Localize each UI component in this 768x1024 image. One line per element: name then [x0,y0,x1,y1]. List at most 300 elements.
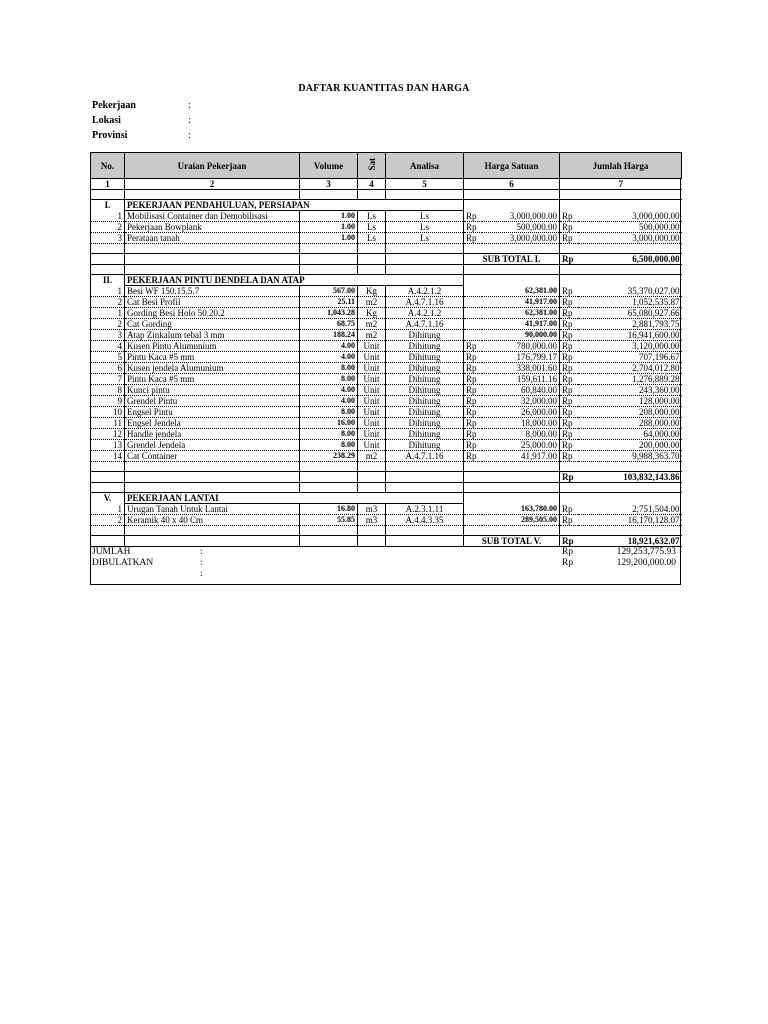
item-number: 2 [91,297,125,308]
item-price-currency [464,308,482,319]
item-total: 35,370,027.00 [578,286,682,297]
empty-cell [125,472,300,483]
item-number: 11 [91,418,125,429]
item-analysis: A.4.7.1.16 [386,451,464,462]
item-number: 3 [91,330,125,341]
meta-colon: : [188,100,191,111]
item-volume: 8.00 [300,407,358,418]
item-total-currency: Rp [560,451,578,462]
item-total: 16,170,128.07 [578,515,682,526]
section-title: PEKERJAAN PINTU DENDELA DAN ATAP [125,275,464,286]
item-unit: m2 [358,330,386,341]
item-unit: Unit [358,352,386,363]
item-total-currency: Rp [560,211,578,222]
item-total: 3,120,000.00 [578,341,682,352]
item-analysis: A.4.4.3.35 [386,515,464,526]
item-price-currency: Rp [464,407,482,418]
item-price-currency: Rp [464,352,482,363]
empty-cell [358,265,386,275]
item-unit-price: 338,001.60 [482,363,560,374]
empty-cell [560,190,578,200]
empty-cell [91,472,125,483]
item-description: Atap Zinkalum tebal 3 mm [125,330,300,341]
empty-cell [91,462,125,472]
item-total-currency: Rp [560,222,578,233]
item-description: Urugan Tanah Untuk Lantai [125,504,300,515]
item-unit-price: 163,780.00 [482,504,560,515]
item-description: Handle jendela [125,429,300,440]
item-total-currency: Rp [560,374,578,385]
item-total: 707,196.67 [578,352,682,363]
item-analysis: Dihitung [386,418,464,429]
item-volume: 8.00 [300,440,358,451]
item-total-currency: Rp [560,363,578,374]
item-description: Kusen jendela Alumunium [125,363,300,374]
item-unit-price: 62,381.00 [482,286,560,297]
item-unit: Unit [358,418,386,429]
table-row [91,363,682,374]
empty-cell [482,265,560,275]
item-number: 2 [91,222,125,233]
table-row [91,233,682,244]
spacer-row [91,483,682,493]
header-jumlah: Jumlah Harga [560,153,682,179]
empty-cell [464,483,482,493]
table-row [91,286,682,297]
item-volume: 68.75 [300,319,358,330]
item-unit: m3 [358,515,386,526]
spacer-row [91,244,682,254]
section-number: II. [91,275,125,286]
item-price-currency [464,286,482,297]
summary-colon: : [200,569,203,579]
item-price-currency [464,330,482,341]
empty-cell [560,526,578,536]
empty-cell [125,462,300,472]
item-total-currency: Rp [560,319,578,330]
item-unit: m2 [358,319,386,330]
item-unit: Kg [358,286,386,297]
item-description: Keramik 40 x 40 Cm [125,515,300,526]
subtotal-currency: Rp [560,472,578,483]
empty-cell [482,493,560,504]
item-analysis: A.4.7.1.16 [386,297,464,308]
empty-cell [125,244,300,254]
item-price-currency: Rp [464,440,482,451]
item-total: 16,941,600.00 [578,330,682,341]
item-description: Gording Besi Holo 50.20.2 [125,308,300,319]
item-total-currency: Rp [560,418,578,429]
header-analisa: Analisa [386,153,464,179]
item-price-currency: Rp [464,374,482,385]
empty-cell [358,462,386,472]
item-unit-price: 41,917.00 [482,297,560,308]
table-row [91,515,682,526]
empty-cell [358,526,386,536]
empty-cell [300,472,358,483]
item-number: 4 [91,341,125,352]
empty-cell [386,462,464,472]
subtotal-label: SUB TOTAL V. [464,536,560,547]
quantity-price-table [90,152,682,547]
table-header-row [91,153,682,179]
empty-cell [464,244,482,254]
item-analysis: Dihitung [386,363,464,374]
empty-cell [386,526,464,536]
item-unit-price: 289,505.00 [482,515,560,526]
item-number: 8 [91,385,125,396]
item-description: Pintu Kaca #5 mm [125,352,300,363]
item-total: 3,000,000.00 [578,211,682,222]
item-analysis: Dihitung [386,374,464,385]
item-unit: m3 [358,504,386,515]
meta-colon: : [188,130,191,141]
empty-cell [482,190,560,200]
item-unit-price: 26,000.00 [482,407,560,418]
item-number: 1 [91,504,125,515]
empty-cell [482,200,560,211]
empty-cell [386,244,464,254]
empty-cell [578,483,682,493]
item-unit: Unit [358,429,386,440]
header-uraian: Uraian Pekerjaan [125,153,300,179]
item-unit-price: 176,799.17 [482,352,560,363]
item-description: Pekerjaan Bowplank [125,222,300,233]
empty-cell [464,190,482,200]
spacer-row [91,462,682,472]
item-total-currency: Rp [560,233,578,244]
column-number: 1 [91,179,125,190]
empty-cell [578,265,682,275]
empty-cell [482,244,560,254]
item-unit-price: 8,000.00 [482,429,560,440]
item-description: Grendel Jendela [125,440,300,451]
table-row [91,451,682,462]
empty-cell [560,275,578,286]
empty-cell [125,265,300,275]
empty-cell [91,190,125,200]
empty-cell [91,244,125,254]
item-number: 12 [91,429,125,440]
header-harga: Harga Satuan [464,153,560,179]
empty-cell [91,483,125,493]
item-number: 13 [91,440,125,451]
item-number: 7 [91,374,125,385]
empty-cell [482,483,560,493]
meta-pekerjaan [92,100,191,111]
table-row [91,341,682,352]
item-unit-price: 41,917.00 [482,451,560,462]
subtotal-row [91,254,682,265]
item-volume: 16.80 [300,504,358,515]
empty-cell [300,190,358,200]
item-unit: Unit [358,396,386,407]
empty-cell [386,254,464,265]
empty-cell [91,254,125,265]
item-volume: 1.00 [300,222,358,233]
item-total: 65,080,927.66 [578,308,682,319]
item-volume: 55.85 [300,515,358,526]
item-unit-price: 3,000,000.00 [482,211,560,222]
table-row [91,418,682,429]
item-total-currency: Rp [560,515,578,526]
item-total-currency: Rp [560,440,578,451]
empty-cell [560,200,578,211]
empty-cell [578,462,682,472]
item-description: Cat Gording [125,319,300,330]
item-unit-price: 500,000.00 [482,222,560,233]
empty-cell [125,483,300,493]
empty-cell [578,190,682,200]
empty-cell [464,493,482,504]
item-unit-price: 18,000.00 [482,418,560,429]
empty-cell [578,200,682,211]
table-row [91,504,682,515]
item-unit: m2 [358,451,386,462]
table-row [91,374,682,385]
item-number: 2 [91,515,125,526]
column-number: 5 [386,179,464,190]
item-price-currency: Rp [464,418,482,429]
table-row [91,308,682,319]
item-price-currency [464,319,482,330]
table-row [91,222,682,233]
empty-cell [300,483,358,493]
section-header-row [91,200,682,211]
empty-cell [358,254,386,265]
summary-dibulatkan [92,558,678,569]
empty-cell [578,526,682,536]
summary-value: 129,253,775.93 [616,547,676,557]
item-analysis: Dihitung [386,396,464,407]
header-sat [358,153,386,179]
table-row [91,211,682,222]
table-row [91,385,682,396]
item-number: 2 [91,319,125,330]
document-title: DAFTAR KUANTITAS DAN HARGA [298,83,470,94]
item-unit-price: 90,000.00 [482,330,560,341]
item-unit-price: 41,917.00 [482,319,560,330]
item-volume: 567.00 [300,286,358,297]
empty-cell [482,462,560,472]
empty-cell [482,526,560,536]
table-row [91,396,682,407]
meta-label: Lokasi [92,115,121,126]
header-sat-label: Sat [366,158,377,171]
empty-cell [578,275,682,286]
empty-cell [482,275,560,286]
item-number: 14 [91,451,125,462]
subtotal-row [91,536,682,547]
item-volume: 16.00 [300,418,358,429]
summary-colon: : [200,558,203,568]
item-analysis: Ls [386,233,464,244]
subtotal-value: 6,500,000.00 [578,254,682,265]
empty-cell [464,200,482,211]
item-total: 200,000.00 [578,440,682,451]
item-price-currency: Rp [464,222,482,233]
section-number: I. [91,200,125,211]
section-header-row [91,493,682,504]
item-analysis: Ls [386,211,464,222]
item-unit-price: 159,611.16 [482,374,560,385]
empty-cell [358,483,386,493]
empty-cell [560,493,578,504]
item-number: 9 [91,396,125,407]
item-total-currency: Rp [560,352,578,363]
item-analysis: A.4.2.1.2 [386,308,464,319]
item-unit-price: 60,840.00 [482,385,560,396]
item-description: Grendel Pintu [125,396,300,407]
meta-label: Pekerjaan [92,100,136,111]
empty-cell [386,483,464,493]
table-row [91,352,682,363]
summary-currency: Rp [562,547,574,557]
item-unit: Unit [358,374,386,385]
column-number: 6 [464,179,560,190]
item-description: Engsel Jendela [125,418,300,429]
header-volume: Volume [300,153,358,179]
empty-cell [300,265,358,275]
empty-cell [300,254,358,265]
item-analysis: Dihitung [386,330,464,341]
item-price-currency: Rp [464,341,482,352]
empty-cell [578,493,682,504]
item-unit: Unit [358,363,386,374]
table-body [91,179,682,547]
item-unit-price: 25,000.00 [482,440,560,451]
item-analysis: A.4.7.1.16 [386,319,464,330]
empty-cell [125,190,300,200]
item-volume: 4.00 [300,385,358,396]
table-row [91,330,682,341]
spacer-row [91,526,682,536]
item-volume: 1,043.28 [300,308,358,319]
item-total: 64,000.00 [578,429,682,440]
item-price-currency [464,504,482,515]
item-total: 128,000.00 [578,396,682,407]
summary-label: DIBULATKAN [92,558,154,568]
column-number: 2 [125,179,300,190]
table-row [91,440,682,451]
empty-cell [125,536,300,547]
item-number: 1 [91,308,125,319]
column-number-row [91,179,682,190]
item-description: Pintu Kaca #5 mm [125,374,300,385]
item-analysis: Dihitung [386,440,464,451]
item-unit: Unit [358,341,386,352]
item-total: 9,988,363.70 [578,451,682,462]
spacer-row [91,265,682,275]
column-number: 4 [358,179,386,190]
item-total-currency: Rp [560,429,578,440]
item-unit: Unit [358,385,386,396]
item-price-currency: Rp [464,233,482,244]
item-description: Perataan tanah [125,233,300,244]
item-number: 1 [91,211,125,222]
item-total: 208,000.00 [578,407,682,418]
item-unit: Ls [358,233,386,244]
empty-cell [560,244,578,254]
item-total: 1,052,535.87 [578,297,682,308]
summary-block [92,547,678,580]
item-total-currency: Rp [560,330,578,341]
item-description: Mobilisasi Container dan Demobilisasi [125,211,300,222]
item-volume: 188.24 [300,330,358,341]
spacer-row [91,190,682,200]
item-unit: Unit [358,440,386,451]
item-description: Cat Besi Profil [125,297,300,308]
meta-lokasi [92,115,191,126]
empty-cell [358,190,386,200]
empty-cell [91,526,125,536]
item-price-currency [464,297,482,308]
table-row [91,297,682,308]
header-no: No. [91,153,125,179]
item-total: 3,000,000.00 [578,233,682,244]
item-total-currency: Rp [560,341,578,352]
empty-cell [560,483,578,493]
item-unit-price: 3,000,000.00 [482,233,560,244]
item-price-currency [464,515,482,526]
item-total: 2,704,012.80 [578,363,682,374]
empty-cell [300,526,358,536]
item-volume: 238.29 [300,451,358,462]
subtotal-currency: Rp [560,536,578,547]
empty-cell [300,536,358,547]
item-analysis: Dihitung [386,341,464,352]
table-row [91,407,682,418]
item-unit-price: 32,000.00 [482,396,560,407]
empty-cell [464,265,482,275]
empty-cell [560,462,578,472]
item-total: 243,360.00 [578,385,682,396]
item-total: 2,751,504.00 [578,504,682,515]
empty-cell [464,526,482,536]
item-number: 10 [91,407,125,418]
empty-cell [386,265,464,275]
item-number: 3 [91,233,125,244]
empty-cell [578,244,682,254]
item-total-currency: Rp [560,286,578,297]
item-total: 288,000.00 [578,418,682,429]
item-unit: Kg [358,308,386,319]
item-volume: 8.00 [300,374,358,385]
item-number: 6 [91,363,125,374]
item-analysis: Ls [386,222,464,233]
summary-blank [92,569,678,580]
empty-cell [358,472,386,483]
item-description: Engsel Pintu [125,407,300,418]
table-row [91,429,682,440]
empty-cell [125,254,300,265]
item-volume: 1.00 [300,211,358,222]
subtotal-value: 103,832,143.86 [578,472,682,483]
section-title: PEKERJAAN LANTAI [125,493,464,504]
subtotal-label [464,472,560,483]
item-number: 1 [91,286,125,297]
item-description: Cat Container [125,451,300,462]
item-price-currency: Rp [464,211,482,222]
item-unit: Ls [358,211,386,222]
item-description: Besi WF 150.15.5.7 [125,286,300,297]
item-analysis: Dihitung [386,352,464,363]
section-number: V. [91,493,125,504]
item-analysis: A.2.3.1.11 [386,504,464,515]
empty-cell [300,244,358,254]
item-total-currency: Rp [560,504,578,515]
item-total-currency: Rp [560,396,578,407]
